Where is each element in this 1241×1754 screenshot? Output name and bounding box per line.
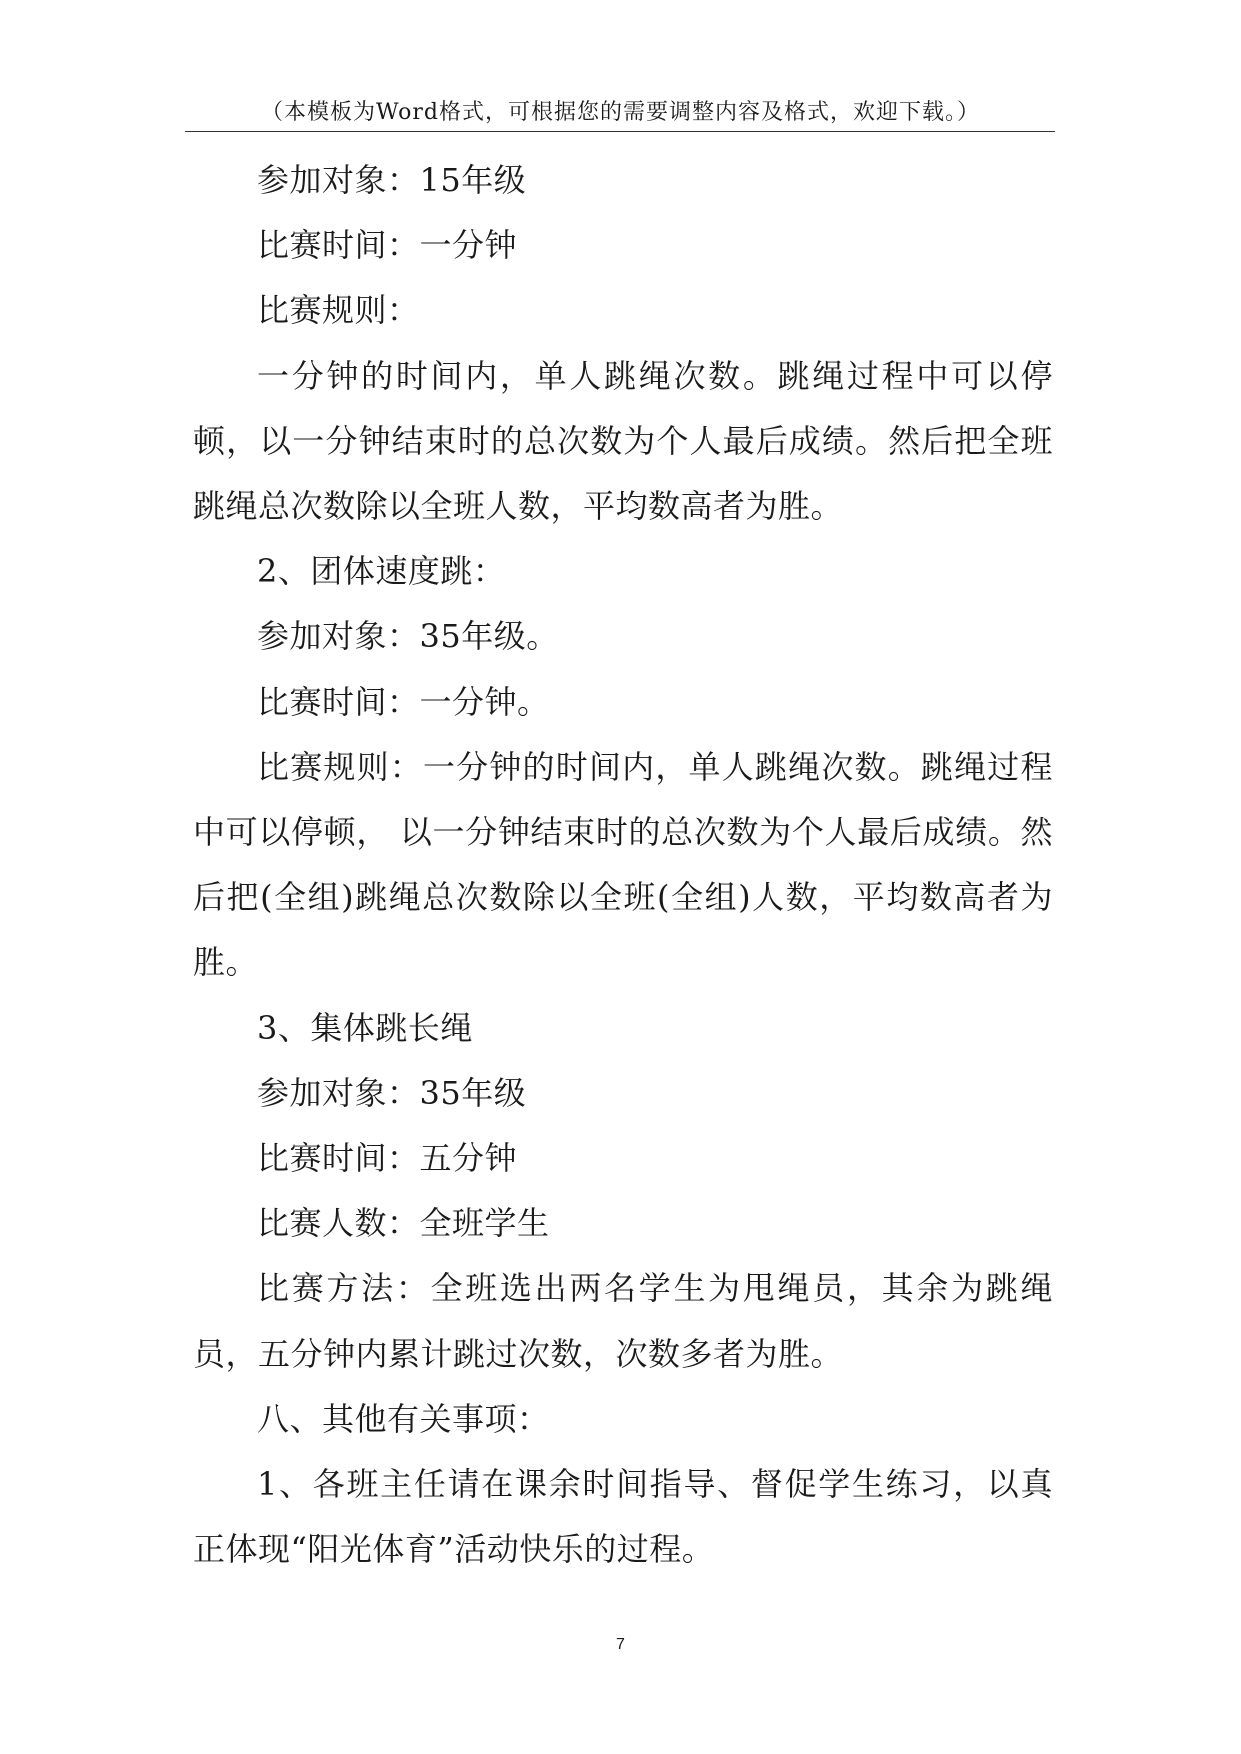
document-body (193, 148, 1053, 1582)
template-note-header: （本模板为Word格式，可根据您的需要调整内容及格式，欢迎下载。） (261, 100, 980, 125)
paragraph: 比赛时间：一分钟。 (257, 682, 550, 721)
paragraph: 比赛规则： (257, 291, 420, 330)
paragraph: 参加对象：35年级 (257, 1073, 527, 1112)
section-heading: 3、集体跳长绳 (257, 1008, 473, 1047)
paragraph: 参加对象：35年级。 (257, 617, 559, 656)
paragraph: 比赛时间：五分钟 (257, 1139, 518, 1178)
header-divider (185, 131, 1055, 132)
paragraph: 1、各班主任请在课余时间指导、督促学生练习，以真正体现“阳光体育”活动快乐的过程。 (193, 1465, 1053, 1569)
paragraph: 比赛时间：一分钟 (257, 226, 518, 265)
section-heading: 2、团体速度跳： (257, 552, 506, 591)
paragraph: 参加对象：15年级 (257, 161, 527, 199)
paragraph: 比赛方法：全班选出两名学生为甩绳员，其余为跳绳员，五分钟内累计跳过次数，次数多者为胜。 (193, 1269, 1053, 1373)
section-heading: 八、其他有关事项： (257, 1399, 550, 1438)
paragraph: 比赛规则：一分钟的时间内，单人跳绳次数。跳绳过程中可以停顿， 以一分钟结束时的总次数为个人最后成绩。然后把(全组)跳绳总次数除以全班(全组)人数，平均数高者为胜。 (193, 747, 1053, 982)
paragraph: 比赛人数：全班学生 (257, 1204, 550, 1243)
page-number: 7 (616, 1636, 625, 1653)
paragraph: 一分钟的时间内，单人跳绳次数。跳绳过程中可以停顿，以一分钟结束时的总次数为个人最后成绩。然后把全班跳绳总次数除以全班人数，平均数高者为胜。 (193, 356, 1053, 526)
